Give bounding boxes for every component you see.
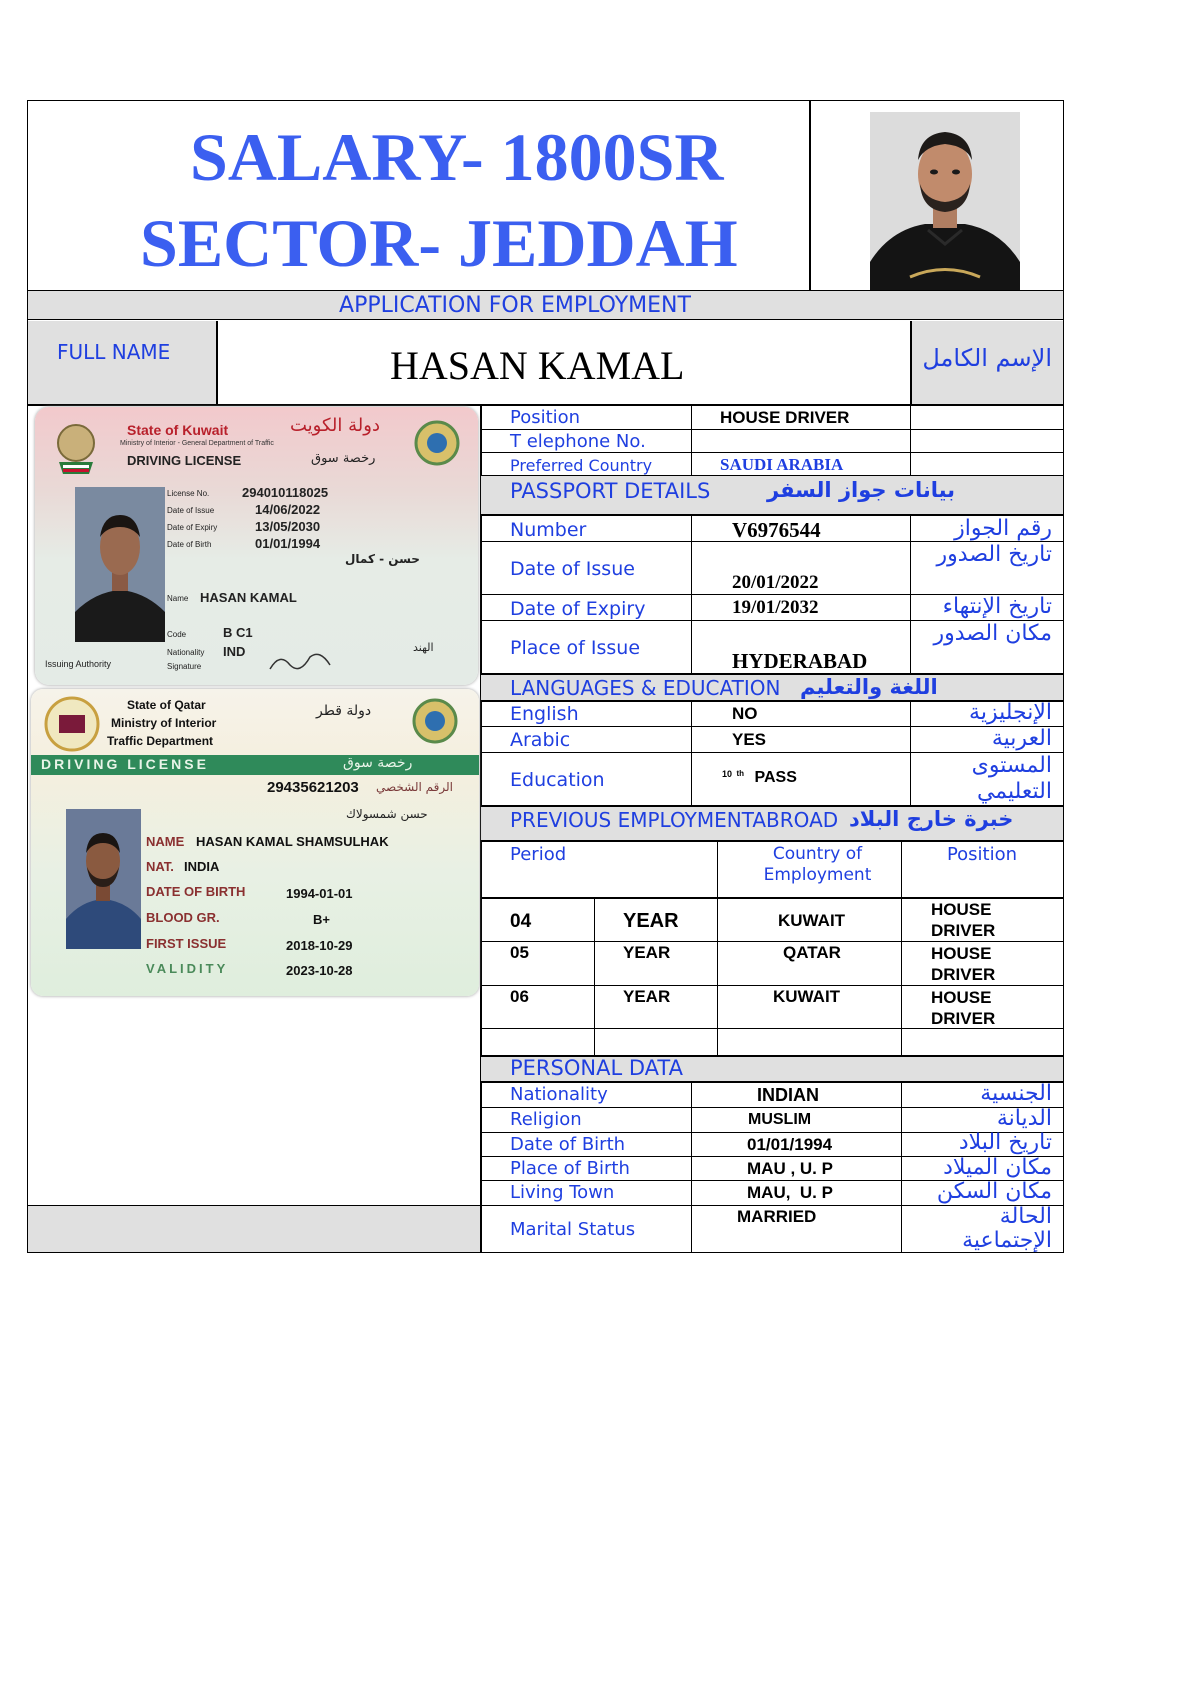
qatar-state-ar: دولة قطر [316, 703, 372, 719]
qa-dob-label: DATE OF BIRTH [146, 884, 246, 899]
kw-code: B C1 [223, 625, 253, 640]
date-of-issue-label: Date of Issue [510, 558, 635, 580]
kw-expiry-label: Date of Expiry [167, 523, 218, 532]
emp-row-2-unit: YEAR [623, 943, 671, 962]
nationality-value: INDIAN [757, 1085, 819, 1105]
living-town-label-ar: مكان السكن [936, 1179, 1052, 1204]
position-value: HOUSE DRIVER [720, 408, 850, 427]
kw-license-no-label: License No. [167, 489, 210, 498]
marital-status-label-ar: الحالة الإجتماعية [962, 1204, 1052, 1253]
education-level-suffix: th [736, 769, 745, 778]
qa-validity-label: VALIDITY [146, 961, 229, 976]
date-of-issue-label-ar: تاريخ الصدور [936, 542, 1052, 567]
emp-row-1-unit: YEAR [623, 910, 679, 932]
kuwait-ministry: Ministry of Interior - General Department of Traffic [120, 440, 274, 447]
qa-issue-label: FIRST ISSUE [146, 936, 227, 951]
kw-nationality-ar: الهند [413, 641, 434, 654]
kuwait-license-title: DRIVING LICENSE [127, 453, 242, 468]
qa-validity: 2023-10-28 [286, 963, 353, 978]
kw-nationality-label: Nationality [167, 648, 205, 657]
kw-license-no: 294010118025 [242, 485, 329, 500]
qa-blood-label: BLOOD GR. [146, 910, 220, 925]
emp-row-3-unit: YEAR [623, 987, 671, 1006]
place-of-issue-label: Place of Issue [510, 637, 641, 659]
education-label: Education [510, 769, 605, 791]
qatar-license-photo [66, 809, 141, 949]
qatar-license-title-ar: رخصة سوق [343, 755, 413, 771]
date-of-issue-value: 20/01/2022 [732, 572, 819, 593]
kw-name-ar: حسن - كمال [345, 552, 420, 566]
arabic-value: YES [732, 730, 767, 749]
pob-label-ar: مكان الميلاد [943, 1155, 1052, 1180]
arabic-label-ar: العربية [991, 726, 1052, 751]
qatar-id-label-ar: الرقم الشخصي [376, 780, 453, 794]
full-name-value: HASAN KAMAL [390, 343, 685, 388]
kuwait-license-photo [75, 487, 165, 642]
form-title: APPLICATION FOR EMPLOYMENT [339, 293, 691, 318]
marital-status-label: Marital Status [510, 1219, 636, 1240]
previous-heading-ar: خبرة خارج البلاد [849, 807, 1014, 831]
english-value: NO [732, 704, 758, 723]
kw-issue-label: Date of Issue [167, 506, 215, 515]
religion-value: MUSLIM [748, 1111, 812, 1128]
salary-heading: SALARY- 1800SR [190, 119, 724, 195]
dob-label: Date of Birth [510, 1134, 626, 1155]
emp-row-1-position: HOUSE DRIVER [931, 900, 996, 940]
applicant-photo [870, 112, 1020, 290]
marital-status-value: MARRIED [737, 1207, 817, 1226]
qatar-emblem-icon [43, 695, 101, 753]
pob-label: Place of Birth [510, 1158, 630, 1179]
place-of-issue-value: HYDERABAD [732, 649, 868, 673]
kw-nationality: IND [223, 644, 246, 659]
qa-name: HASAN KAMAL SHAMSULHAK [196, 834, 389, 849]
dob-value: 01/01/1994 [747, 1135, 833, 1154]
kw-authority-label: Issuing Authority [45, 659, 112, 669]
religion-label-ar: الديانة [996, 1106, 1052, 1131]
emp-row-3-country: KUWAIT [773, 987, 841, 1006]
nationality-label-ar: الجنسية [980, 1081, 1052, 1106]
kuwait-license-title-ar: رخصة سوق [311, 451, 376, 466]
place-of-issue-label-ar: مكان الصدور [933, 621, 1052, 646]
passport-heading-ar: بيانات جواز السفر [767, 478, 956, 502]
education-status: PASS [754, 769, 797, 786]
gcc-emblem-icon-2 [411, 697, 459, 745]
preferred-country-label: Preferred Country [510, 456, 653, 475]
qa-issue: 2018-10-29 [286, 938, 353, 953]
date-of-expiry-label: Date of Expiry [510, 598, 646, 620]
qa-blood: B+ [313, 912, 330, 927]
arabic-label: Arabic [510, 729, 571, 751]
personal-heading: PERSONAL DATA [510, 1056, 683, 1080]
previous-heading: PREVIOUS EMPLOYMENTABROAD [510, 808, 839, 832]
emp-row-1-num: 04 [510, 911, 532, 932]
preferred-country-value: SAUDI ARABIA [720, 455, 844, 474]
kuwait-emblem-icon [49, 417, 104, 477]
qatar-state: State of Qatar [127, 698, 206, 712]
qatar-ministry: Ministry of Interior [111, 716, 217, 730]
kuwait-driving-license [35, 407, 478, 685]
kw-dob: 01/01/1994 [255, 536, 321, 551]
kw-signature-label: Signature [167, 662, 202, 671]
date-of-expiry-label-ar: تاريخ الإنتهاء [942, 594, 1052, 619]
qatar-name-ar: حسن شمسولاك [346, 807, 428, 821]
passport-number-value: V6976544 [732, 518, 821, 542]
emp-row-2-num: 05 [510, 943, 529, 962]
education-value [722, 769, 797, 787]
qa-nat-label: NAT. [146, 859, 174, 874]
languages-heading-ar: اللغة والتعليم [800, 675, 938, 699]
kw-dob-label: Date of Birth [167, 540, 212, 549]
telephone-label: T elephone No. [510, 431, 646, 452]
kw-issue: 14/06/2022 [255, 502, 321, 517]
qa-nat: INDIA [184, 859, 220, 874]
kw-name: HASAN KAMAL [200, 590, 297, 605]
qa-name-label: NAME [146, 834, 185, 849]
kuwait-state-en: State of Kuwait [127, 422, 229, 438]
emp-row-2-position: HOUSE DRIVER [931, 944, 996, 984]
qatar-dept: Traffic Department [107, 734, 214, 748]
emp-row-1-country: KUWAIT [778, 911, 846, 930]
passport-heading: PASSPORT DETAILS [510, 479, 711, 503]
religion-label: Religion [510, 1109, 582, 1130]
living-town-value: MAU, U. P [747, 1183, 833, 1202]
kw-code-label: Code [167, 630, 187, 639]
date-of-expiry-value: 19/01/2032 [732, 597, 819, 618]
qa-dob: 1994-01-01 [286, 886, 353, 901]
full-name-label-ar: الإسم الكامل [922, 344, 1052, 372]
pob-value: MAU , U. P [747, 1159, 833, 1178]
education-level: 10 [722, 769, 733, 779]
english-label-ar: الإنجليزية [969, 700, 1052, 725]
kuwait-state-ar: دولة الكويت [290, 415, 380, 436]
col-country: Country of Employment [763, 844, 872, 885]
emp-row-3-position: HOUSE DRIVER [931, 988, 996, 1028]
col-position: Position [946, 844, 1018, 865]
dob-label-ar: تاريخ البلاد [958, 1130, 1052, 1155]
nationality-label: Nationality [510, 1084, 608, 1105]
col-period: Period [510, 844, 567, 865]
kw-expiry: 13/05/2030 [255, 519, 321, 534]
kw-name-label: Name [167, 594, 189, 603]
passport-number-label: Number [510, 519, 587, 541]
qatar-license-title: DRIVING LICENSE [41, 756, 209, 772]
english-label: English [510, 703, 579, 725]
emp-row-2-country: QATAR [783, 943, 841, 962]
qatar-driving-license [31, 689, 479, 996]
passport-number-label-ar: رقم الجواز [954, 516, 1052, 541]
languages-heading: LANGUAGES & EDUCATION [510, 676, 781, 700]
gcc-emblem-icon [413, 419, 461, 467]
sector-heading: SECTOR- JEDDAH [140, 205, 738, 281]
qatar-id-number: 29435621203 [267, 779, 359, 796]
emp-row-3-num: 06 [510, 987, 529, 1006]
education-label-ar: المستوى التعليمي [971, 753, 1052, 804]
living-town-label: Living Town [510, 1182, 615, 1203]
kw-signature [265, 647, 335, 677]
position-label: Position [510, 407, 581, 428]
full-name-label: FULL NAME [57, 340, 171, 364]
